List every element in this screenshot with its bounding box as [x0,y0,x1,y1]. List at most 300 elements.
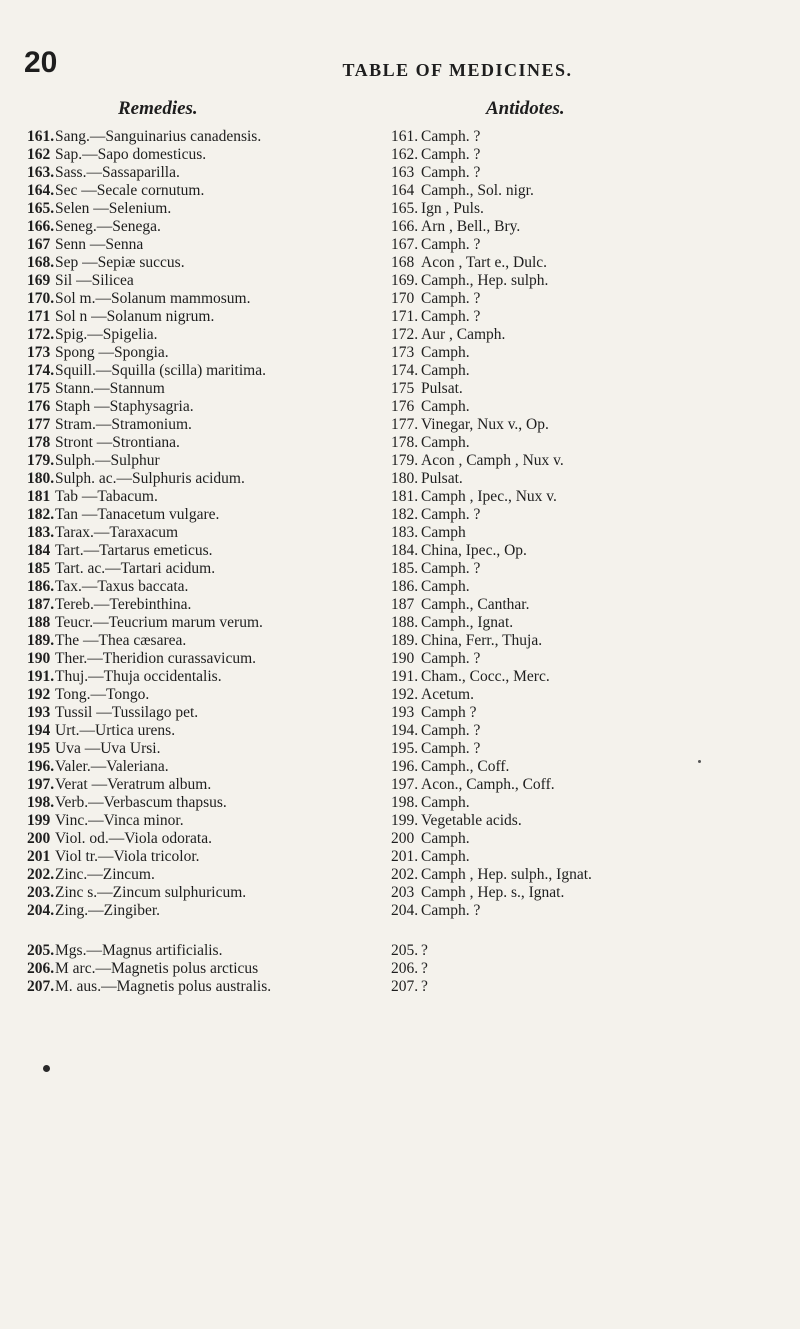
remedy-number: 190 [27,650,51,667]
antidotes-column-heading: Antidotes. [486,98,565,119]
remedy-number: 177 [27,416,51,433]
remedy-number: 161. [27,128,55,145]
antidote-cell [391,758,791,776]
antidote-number: 200 [391,830,415,847]
antidote-name: China, Ferr., Thuja. [421,632,543,649]
remedy-cell [27,942,389,960]
remedy-number: 168. [27,254,55,271]
remedy-number: 186. [27,578,55,595]
remedy-cell [27,740,389,758]
antidote-name: ? [421,942,428,959]
antidote-number: 161. [391,128,419,145]
antidote-name: Camph. ? [421,146,481,163]
antidote-name: Acon , Tart e., Dulc. [421,254,548,271]
antidote-cell [391,452,791,470]
table-row [0,200,800,218]
ink-bullet-mark [43,1065,50,1072]
remedy-name: Vinc.—Vinca minor. [55,812,184,829]
remedy-name: The —Thea cæsarea. [55,632,187,649]
remedy-number: 196. [27,758,55,775]
antidote-name: Acon , Camph , Nux v. [421,452,564,469]
antidote-name: Camph. [421,362,470,379]
remedy-cell [27,902,389,920]
remedy-name: Tarax.—Taraxacum [55,524,179,541]
page-number: 20 [24,46,58,79]
table-row [0,236,800,254]
table-row [0,812,800,830]
remedy-cell [27,650,389,668]
antidote-cell [391,794,791,812]
antidote-number: 202. [391,866,419,883]
remedy-cell [27,830,389,848]
antidote-cell [391,326,791,344]
remedy-number: 163. [27,164,55,181]
remedy-name: Valer.—Valeriana. [55,758,169,775]
antidote-name: Camph. ? [421,650,481,667]
antidote-number: 207. [391,978,419,995]
antidote-number: 180. [391,470,419,487]
remedies-column-heading: Remedies. [118,98,198,119]
antidote-number: 206. [391,960,419,977]
remedy-name: Tart. ac.—Tartari acidum. [55,560,216,577]
antidote-cell [391,614,791,632]
remedy-table [0,128,800,996]
remedy-number: 183. [27,524,55,541]
remedy-number: 195 [27,740,51,757]
remedy-cell [27,182,389,200]
antidote-cell [391,236,791,254]
remedy-name: Urt.—Urtica urens. [55,722,176,739]
remedy-number: 171 [27,308,51,325]
antidote-cell [391,578,791,596]
antidote-name: Camph., Coff. [421,758,510,775]
antidote-name: Arn , Bell., Bry. [421,218,521,235]
remedy-cell [27,668,389,686]
antidote-number: 187 [391,596,415,613]
remedy-number: 206. [27,960,55,977]
antidote-cell [391,596,791,614]
antidote-name: Camph. [421,344,470,361]
remedy-cell [27,380,389,398]
antidote-cell [391,812,791,830]
remedy-cell [27,362,389,380]
antidote-number: 162. [391,146,419,163]
antidote-number: 194. [391,722,419,739]
remedy-number: 178 [27,434,51,451]
antidote-name: Camph. [421,578,470,595]
table-row [0,308,800,326]
remedy-name: M arc.—Magnetis polus arcticus [55,960,259,977]
table-row [0,722,800,740]
remedy-number: 189. [27,632,55,649]
remedy-cell [27,488,389,506]
table-row [0,960,800,978]
remedy-number: 179. [27,452,55,469]
remedy-name: Sec —Secale cornutum. [55,182,205,199]
antidote-number: 192. [391,686,419,703]
antidote-number: 198. [391,794,419,811]
remedy-name: Spig.—Spigelia. [55,326,158,343]
remedy-cell [27,290,389,308]
antidote-number: 183. [391,524,419,541]
antidote-cell [391,506,791,524]
remedy-number: 205. [27,942,55,959]
remedy-number: 198. [27,794,55,811]
remedy-name: Verat —Veratrum album. [55,776,212,793]
remedy-name: Squill.—Squilla (scilla) maritima. [55,362,266,379]
antidote-name: Camph. ? [421,506,481,523]
remedy-number: 193 [27,704,51,721]
antidote-name: Camph., Sol. nigr. [421,182,534,199]
antidote-number: 175 [391,380,415,397]
remedy-name: Selen —Selenium. [55,200,172,217]
antidote-number: 166. [391,218,419,235]
antidote-name: Camph. ? [421,560,481,577]
table-row [0,326,800,344]
antidote-number: 196. [391,758,419,775]
remedy-name: Seneg.—Senega. [55,218,161,235]
antidote-name: Camph. ? [421,308,481,325]
remedy-name: Stront —Strontiana. [55,434,180,451]
remedy-cell [27,686,389,704]
remedy-number: 200 [27,830,51,847]
antidote-name: Aur , Camph. [421,326,506,343]
remedy-name: Tart.—Tartarus emeticus. [55,542,213,559]
antidote-cell [391,182,791,200]
antidote-number: 168 [391,254,415,271]
antidote-name: Camph. ? [421,128,481,145]
antidote-name: ? [421,978,428,995]
antidote-cell [391,686,791,704]
remedy-cell [27,596,389,614]
remedy-number: 199 [27,812,51,829]
remedy-name: Sap.—Sapo domesticus. [55,146,207,163]
remedy-number: 184 [27,542,51,559]
antidote-cell [391,308,791,326]
remedy-name: Tussil —Tussilago pet. [55,704,199,721]
antidote-cell [391,884,791,902]
remedy-cell [27,758,389,776]
ink-speck [698,760,701,763]
remedy-number: 167 [27,236,51,253]
table-row [0,668,800,686]
table-row [0,978,800,996]
antidote-number: 185. [391,560,419,577]
remedy-number: 174. [27,362,55,379]
remedy-name: Tong.—Tongo. [55,686,150,703]
remedy-name: Sang.—Sanguinarius canadensis. [55,128,262,145]
remedy-name: Senn —Senna [55,236,144,253]
antidote-number: 165. [391,200,419,217]
table-row [0,506,800,524]
remedy-name: Ther.—Theridion curassavicum. [55,650,257,667]
antidote-cell [391,650,791,668]
antidote-number: 190 [391,650,415,667]
remedy-name: Sep —Sepiæ succus. [55,254,185,271]
remedy-number: 176 [27,398,51,415]
remedy-number: 185 [27,560,51,577]
antidote-name: Ign , Puls. [421,200,484,217]
antidote-name: Camph , Ipec., Nux v. [421,488,557,505]
table-row [0,380,800,398]
antidote-cell [391,164,791,182]
remedy-cell [27,236,389,254]
table-row [0,794,800,812]
table-row [0,704,800,722]
antidote-number: 201. [391,848,419,865]
table-row [0,146,800,164]
remedy-name: Viol. od.—Viola odorata. [55,830,212,847]
antidote-number: 177. [391,416,419,433]
remedy-name: Zinc.—Zincum. [55,866,155,883]
antidote-name: Camph [421,524,466,541]
antidote-number: 195. [391,740,419,757]
antidote-number: 199. [391,812,419,829]
table-row [0,830,800,848]
antidote-cell [391,524,791,542]
antidote-name: Vegetable acids. [421,812,522,829]
remedy-cell [27,308,389,326]
antidote-name: Camph. ? [421,164,481,181]
remedy-number: 165. [27,200,55,217]
antidote-number: 174. [391,362,419,379]
remedy-number: 175 [27,380,51,397]
remedy-cell [27,452,389,470]
section-gap [0,920,800,942]
antidote-number: 186. [391,578,419,595]
antidote-cell [391,542,791,560]
antidote-name: Pulsat. [421,470,463,487]
remedy-cell [27,524,389,542]
remedy-number: 182. [27,506,55,523]
antidote-number: 184. [391,542,419,559]
remedy-name: Tereb.—Terebinthina. [55,596,192,613]
antidote-cell [391,128,791,146]
antidote-number: 176 [391,398,415,415]
remedy-number: 169 [27,272,51,289]
antidote-name: Camph. ? [421,740,481,757]
remedy-cell [27,128,389,146]
remedy-number: 201 [27,848,51,865]
table-row [0,470,800,488]
remedy-cell [27,578,389,596]
remedy-number: 197. [27,776,55,793]
antidote-number: 164 [391,182,415,199]
table-row [0,776,800,794]
table-row [0,650,800,668]
antidote-cell [391,470,791,488]
antidote-cell [391,776,791,794]
remedy-cell [27,506,389,524]
remedy-cell [27,884,389,902]
antidote-name: Pulsat. [421,380,463,397]
remedy-number: 192 [27,686,51,703]
table-row [0,164,800,182]
antidote-cell [391,740,791,758]
antidote-name: Camph. ? [421,902,481,919]
remedy-cell [27,470,389,488]
antidote-number: 197. [391,776,419,793]
antidote-cell [391,416,791,434]
antidote-cell [391,848,791,866]
antidote-name: Vinegar, Nux v., Op. [421,416,549,433]
remedy-name: Teucr.—Teucrium marum verum. [55,614,263,631]
remedy-cell [27,978,389,996]
antidote-cell [391,218,791,236]
remedy-number: 203. [27,884,55,901]
table-row [0,560,800,578]
remedy-name: Tax.—Taxus baccata. [55,578,189,595]
table-row [0,614,800,632]
antidote-number: 191. [391,668,419,685]
remedy-cell [27,326,389,344]
table-row [0,686,800,704]
table-row [0,596,800,614]
antidote-number: 163 [391,164,415,181]
antidote-number: 181. [391,488,419,505]
antidote-cell [391,290,791,308]
antidote-name: Camph., Hep. sulph. [421,272,549,289]
antidote-name: Camph , Hep. s., Ignat. [421,884,565,901]
antidote-number: 189. [391,632,419,649]
remedy-name: Spong —Spongia. [55,344,169,361]
antidote-cell [391,978,791,996]
remedy-name: Mgs.—Magnus artificialis. [55,942,223,959]
antidote-cell [391,942,791,960]
antidote-name: Camph. [421,398,470,415]
remedy-cell [27,164,389,182]
table-row [0,452,800,470]
remedy-name: Stann.—Stannum [55,380,165,397]
antidote-number: 171. [391,308,419,325]
table-row [0,740,800,758]
table-row [0,488,800,506]
antidote-name: Cham., Cocc., Merc. [421,668,550,685]
remedy-number: 204. [27,902,55,919]
antidote-cell [391,902,791,920]
antidote-number: 167. [391,236,419,253]
antidote-name: Camph. [421,848,470,865]
antidote-number: 203 [391,884,415,901]
antidote-name: Camph. ? [421,290,481,307]
antidote-cell [391,146,791,164]
antidote-name: Camph. [421,830,470,847]
remedy-number: 207. [27,978,55,995]
table-row [0,902,800,920]
antidote-name: Camph ? [421,704,477,721]
antidote-cell [391,254,791,272]
remedy-name: Zing.—Zingiber. [55,902,161,919]
table-row [0,524,800,542]
remedy-cell [27,722,389,740]
antidote-cell [391,560,791,578]
antidote-number: 205. [391,942,419,959]
antidote-name: Camph. ? [421,236,481,253]
antidote-number: 170 [391,290,415,307]
table-row [0,290,800,308]
remedy-cell [27,542,389,560]
table-row [0,218,800,236]
remedy-name: Uva —Uva Ursi. [55,740,161,757]
table-row [0,434,800,452]
remedy-cell [27,632,389,650]
antidote-cell [391,960,791,978]
antidote-cell [391,632,791,650]
remedy-name: Verb.—Verbascum thapsus. [55,794,227,811]
antidote-name: Acon., Camph., Coff. [421,776,555,793]
remedy-name: Sulph.—Sulphur [55,452,160,469]
remedy-number: 164. [27,182,55,199]
antidote-number: 193 [391,704,415,721]
table-row [0,254,800,272]
remedy-cell [27,560,389,578]
antidote-cell [391,398,791,416]
antidote-cell [391,722,791,740]
antidote-number: 179. [391,452,419,469]
table-row [0,942,800,960]
antidote-name: Camph., Canthar. [421,596,530,613]
remedy-name: M. aus.—Magnetis polus australis. [55,978,272,995]
antidote-cell [391,434,791,452]
antidote-name: Acetum. [421,686,474,703]
remedy-cell [27,254,389,272]
antidote-cell [391,866,791,884]
antidote-cell [391,830,791,848]
remedy-name: Sass.—Sassaparilla. [55,164,180,181]
antidote-cell [391,380,791,398]
table-row [0,416,800,434]
antidote-name: Camph. [421,434,470,451]
remedy-cell [27,960,389,978]
remedy-number: 191. [27,668,55,685]
antidote-number: 182. [391,506,419,523]
antidote-cell [391,488,791,506]
remedy-cell [27,398,389,416]
remedy-cell [27,146,389,164]
antidote-name: Camph. ? [421,722,481,739]
antidote-number: 178. [391,434,419,451]
antidote-number: 173 [391,344,415,361]
remedy-name: Tab —Tabacum. [55,488,158,505]
table-row [0,542,800,560]
remedy-name: Thuj.—Thuja occidentalis. [55,668,222,685]
remedy-cell [27,776,389,794]
remedy-number: 173 [27,344,51,361]
antidote-number: 169. [391,272,419,289]
remedy-name: Sol m.—Solanum mammosum. [55,290,251,307]
antidote-cell [391,362,791,380]
antidote-cell [391,704,791,722]
remedy-name: Staph —Staphysagria. [55,398,194,415]
remedy-cell [27,434,389,452]
antidote-name: China, Ipec., Op. [421,542,527,559]
remedy-number: 170. [27,290,55,307]
table-row [0,272,800,290]
antidote-number: 172. [391,326,419,343]
remedy-cell [27,416,389,434]
remedy-number: 162 [27,146,51,163]
antidote-name: ? [421,960,428,977]
remedy-name: Sulph. ac.—Sulphuris acidum. [55,470,245,487]
antidote-cell [391,668,791,686]
table-row [0,848,800,866]
antidote-name: Camph., Ignat. [421,614,514,631]
remedy-cell [27,344,389,362]
remedy-cell [27,200,389,218]
remedy-cell [27,848,389,866]
remedy-cell [27,704,389,722]
table-row [0,344,800,362]
